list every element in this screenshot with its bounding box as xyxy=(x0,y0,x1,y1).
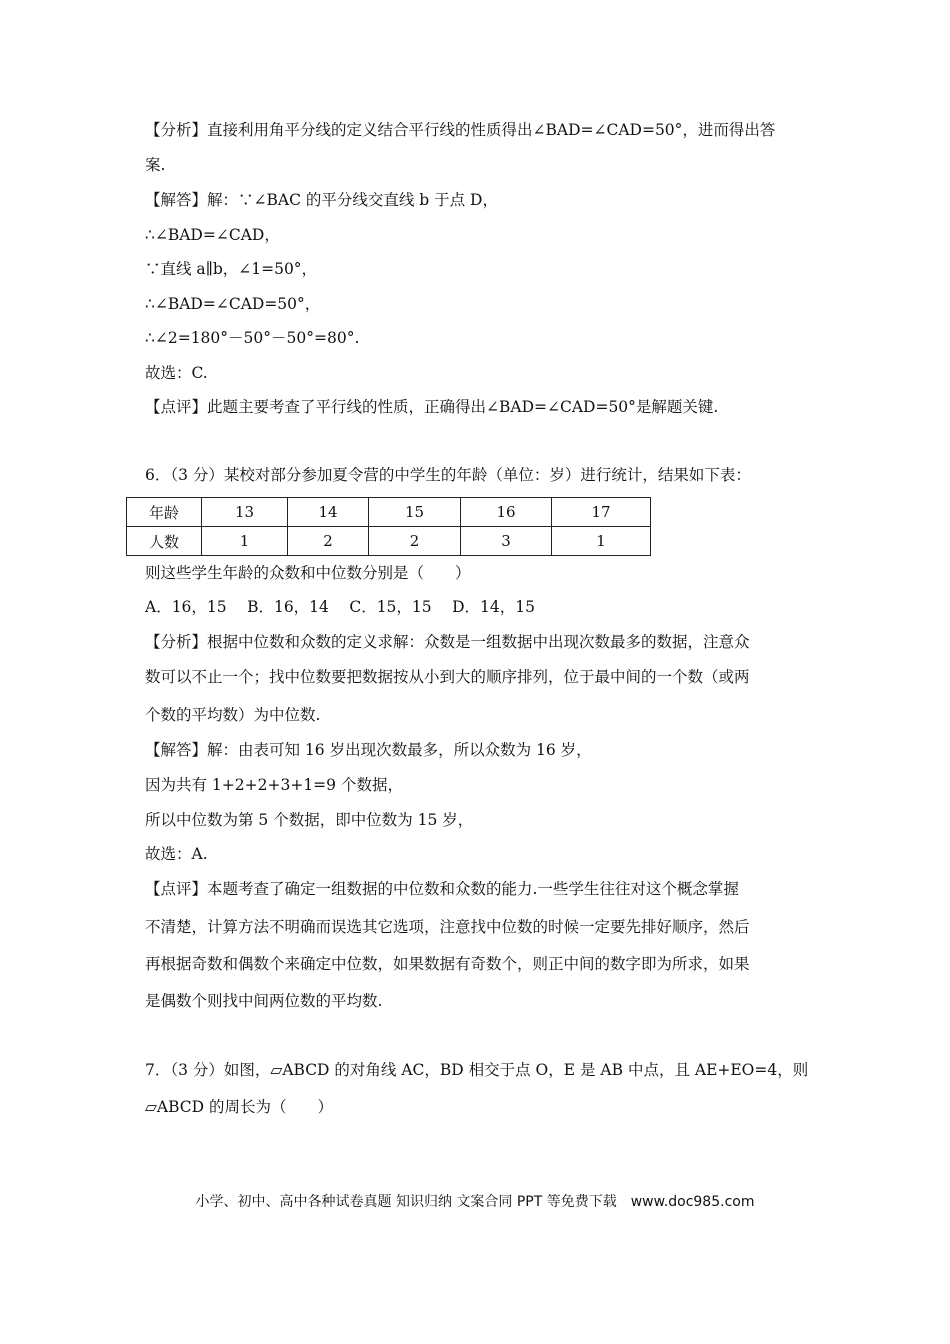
count-cell: 3 xyxy=(461,527,552,556)
count-cell: 1 xyxy=(202,527,288,556)
q7-stem-line1: 7．（3 分）如图，▱ABCD 的对角线 AC，BD 相交于点 O，E 是 AB 中点，且 AE+EO=4，则 xyxy=(145,1061,809,1079)
q6-analysis-line3: 个数的平均数）为中位数. xyxy=(145,706,321,724)
q5-solution-line3: ∵直线 a∥b，∠1=50°， xyxy=(145,260,318,278)
page-footer: 小学、初中、高中各种试卷真题 知识归纳 文案合同 PPT 等免费下载 www.doc985.com xyxy=(195,1194,755,1210)
q5-solution-line2: ∴∠BAD=∠CAD， xyxy=(145,226,280,244)
q5-analysis-line2: 案. xyxy=(145,156,166,174)
count-cell: 1 xyxy=(552,527,651,556)
q5-solution-line4: ∴∠BAD=∠CAD=50°， xyxy=(145,295,321,313)
q6-comment-line1: 【点评】本题考查了确定一组数据的中位数和众数的能力.一些学生往往对这个概念掌握 xyxy=(145,880,739,898)
age-count-table xyxy=(126,497,651,556)
age-cell: 17 xyxy=(552,498,651,527)
q6-comment-line3: 再根据奇数和偶数个来确定中位数，如果数据有奇数个，则正中间的数字即为所求，如果 xyxy=(145,955,750,973)
q6-choice: 故选：A. xyxy=(145,845,208,863)
age-cell: 14 xyxy=(288,498,369,527)
table-row-count xyxy=(127,527,651,556)
age-cell: 13 xyxy=(202,498,288,527)
age-cell: 16 xyxy=(461,498,552,527)
q6-options: A．16，15 B．16，14 C．15，15 D．14，15 xyxy=(145,598,535,616)
table-row-age xyxy=(127,498,651,527)
header-age: 年龄 xyxy=(127,498,202,527)
header-count: 人数 xyxy=(127,527,202,556)
count-cell: 2 xyxy=(369,527,461,556)
q5-analysis-line1: 【分析】直接利用角平分线的定义结合平行线的性质得出∠BAD=∠CAD=50°，进而得出答 xyxy=(145,121,776,139)
q6-solution-line1: 【解答】解：由表可知 16 岁出现次数最多，所以众数为 16 岁， xyxy=(145,741,592,759)
q5-comment: 【点评】此题主要考查了平行线的性质，正确得出∠BAD=∠CAD=50°是解题关键. xyxy=(145,398,719,416)
q5-choice: 故选：C. xyxy=(145,364,208,382)
q7-stem-line2: ▱ABCD 的周长为（ ） xyxy=(145,1098,334,1116)
q5-solution-line1: 【解答】解：∵∠BAC 的平分线交直线 b 于点 D， xyxy=(145,191,498,209)
q6-stem: 6．（3 分）某校对部分参加夏令营的中学生的年龄（单位：岁）进行统计，结果如下表： xyxy=(145,466,751,484)
q6-question: 则这些学生年龄的众数和中位数分别是（ ） xyxy=(145,564,471,582)
q5-solution-line5: ∴∠2=180°－50°－50°=80°. xyxy=(145,329,360,347)
q6-solution-line3: 所以中位数为第 5 个数据，即中位数为 15 岁， xyxy=(145,811,474,829)
count-cell: 2 xyxy=(288,527,369,556)
q6-solution-line2: 因为共有 1+2+2+3+1=9 个数据， xyxy=(145,776,403,794)
q6-analysis-line2: 数可以不止一个；找中位数要把数据按从小到大的顺序排列，位于最中间的一个数（或两 xyxy=(145,668,750,686)
q6-comment-line4: 是偶数个则找中间两位数的平均数. xyxy=(145,992,383,1010)
q6-comment-line2: 不清楚，计算方法不明确而误选其它选项，注意找中位数的时候一定要先排好顺序，然后 xyxy=(145,918,750,936)
q6-analysis-line1: 【分析】根据中位数和众数的定义求解：众数是一组数据中出现次数最多的数据，注意众 xyxy=(145,633,750,651)
age-cell: 15 xyxy=(369,498,461,527)
